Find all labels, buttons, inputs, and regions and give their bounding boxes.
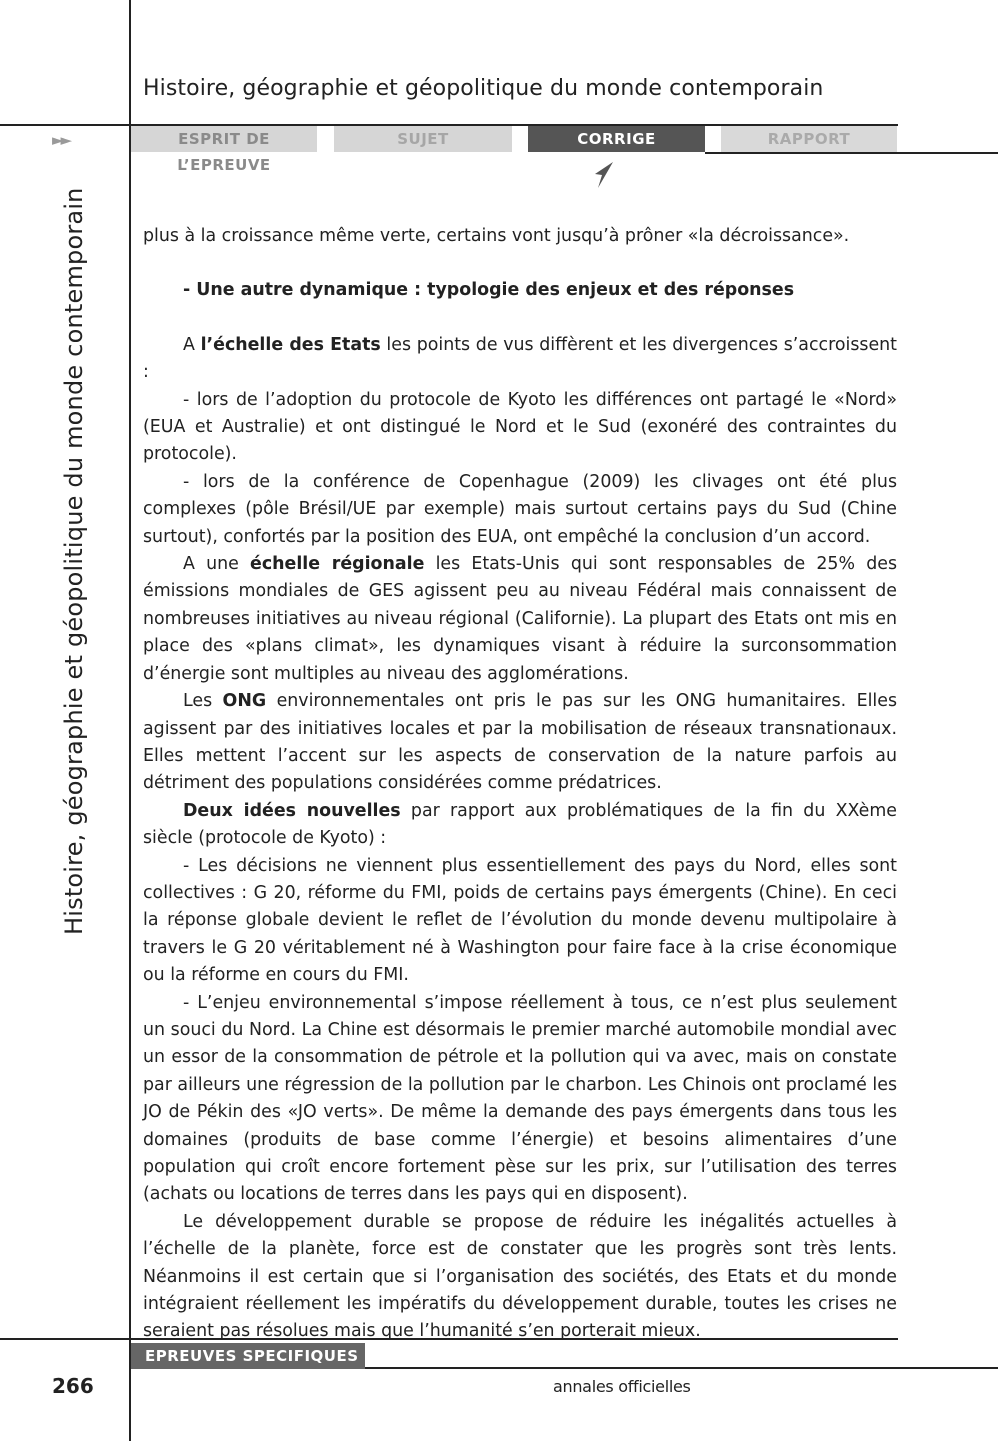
tab-corrige[interactable]: CORRIGE	[528, 126, 705, 152]
footer-brand: annales officielles	[553, 1377, 691, 1396]
tab-esprit-de-l-epreuve[interactable]: ESPRIT DE L’EPREUVE	[131, 126, 317, 152]
sidebar-vertical-title: Histoire, géographie et géopolitique du monde contemporain	[60, 187, 88, 935]
left-margin-line	[129, 0, 131, 1441]
tabs-bottom-rule	[705, 152, 998, 154]
page-title: Histoire, géographie et géopolitique du monde contemporain	[143, 76, 824, 101]
paragraph: A une échelle régionale les Etats-Unis qui sont responsables de 25% des émissions mondiales de GES agissent peu au niveau Fédéral mais connaissent de nombreuses initiatives au niveau régional (Californie). La plupart des Etats ont mis en place des «plans climat», les dynamiques visant à réduire la surconsommation d’énergie sont multiples au niveau des agglomérations.	[143, 554, 898, 684]
footer-bottom-rule	[365, 1367, 998, 1369]
paragraph: - lors de la conférence de Copenhague (2009) les clivages ont été plus complexes (pôle Brésil/UE par exemple) mais surtout certains pays du Sud (Chine surtout), confortés par la position des EUA, ont empêché la conclusion d’un accord.	[143, 471, 897, 547]
article-body	[143, 223, 897, 1346]
pointer-arrow-icon	[593, 160, 617, 190]
paragraph: - Les décisions ne viennent plus essentiellement des pays du Nord, elles sont collectives : G 20, réforme du FMI, poids de certains pays émergents (Chine). En ceci la réponse globale devient le reflet de l’évolution du monde devenu multipolaire à travers le G 20 véritablement né à Washington pour faire face à la crise économique ou la réforme en cours du FMI.	[143, 855, 897, 986]
page-number: 266	[52, 1374, 94, 1398]
tab-sujet[interactable]: SUJET	[334, 126, 512, 152]
paragraph: Les ONG environnementales ont pris le pas sur les ONG humanitaires. Elles agissent par des initiatives locales et par la mobilisation de réseaux transnationaux. Elles mettent l’accent sur les aspects de conservation de la nature parfois au détriment des populations considérées comme prédatrices.	[143, 691, 897, 794]
section-heading: - Une autre dynamique : typologie des enjeux et des réponses	[183, 280, 795, 301]
paragraph: Le développement durable se propose de réduire les inégalités actuelles à l’échelle de la planète, force est de constater que les progrès sont très lents. Néanmoins il est certain que si l’organisation des sociétés, des Etats et du monde intégraient réellement les impératifs du développement durable, toutes les crises ne seraient pas résolues mais que l’humanité s’en porterait mieux.	[143, 1211, 897, 1342]
paragraph: - L’enjeu environnemental s’impose réellement à tous, ce n’est plus seulement un souci du Nord. La Chine est désormais le premier marché automobile mondial avec un essor de la consommation de pétrole et la pollution qui va avec, mais on constate par ailleurs une régression de la pollution par le charbon. Les Chinois ont proclamé les JO de Pékin des «JO verts». De même la demande des pays émergents dans tous les domaines (produits de base comme l’énergie) et besoins alimentaires d’une population qui croît encore fortement pèse sur les prix, sur l’utilisation des terres (achats ou locations de terres dans les pays qui en disposent).	[143, 992, 897, 1205]
tab-rapport[interactable]: RAPPORT	[721, 126, 897, 152]
paragraph: - lors de l’adoption du protocole de Kyoto les différences ont partagé le «Nord» (EUA et Australie) et ont distingué le Nord et le Sud (exonéré des contraintes du protocole).	[143, 389, 897, 465]
paragraph: A l’échelle des Etats les points de vus diffèrent et les divergences s’accroissent :	[143, 334, 897, 383]
paragraph: Deux idées nouvelles par rapport aux problématiques de la fin du XXème siècle (protocole de Kyoto) :	[143, 800, 897, 849]
header-rule-left	[0, 124, 131, 126]
paragraph: plus à la croissance même verte, certains vont jusqu’à prôner «la décroissance».	[143, 226, 850, 246]
footer-section-label: EPREUVES SPECIFIQUES	[131, 1343, 365, 1369]
footer-rule-left	[0, 1338, 131, 1340]
double-arrow-icon: ►►	[52, 131, 70, 149]
